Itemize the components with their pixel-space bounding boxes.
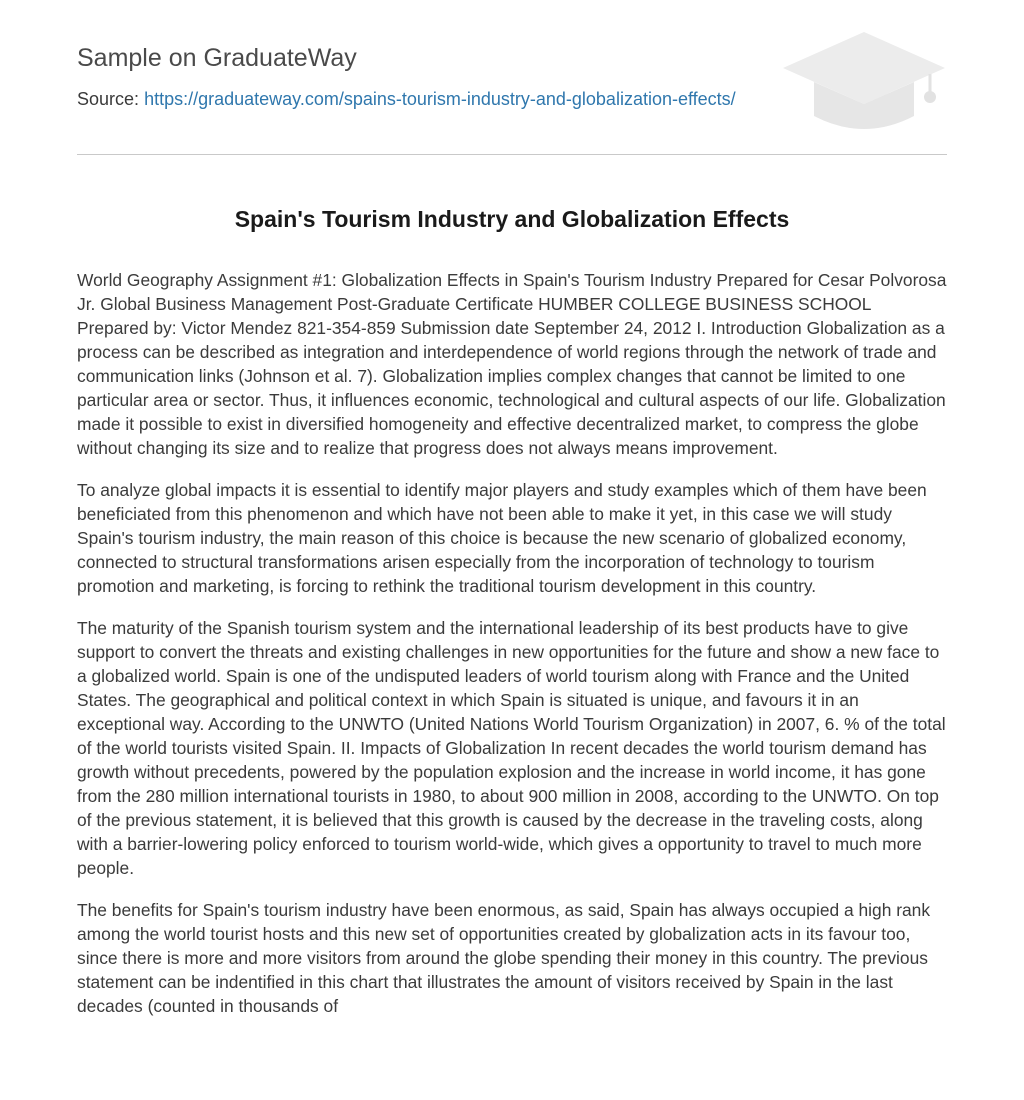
article-paragraph: The benefits for Spain's tourism industry have been enormous, as said, Spain has always occupied a high rank among the world tourist hosts and this new set of opportunities created by globalization acts in its favour too, since there is more and more visitors from around the globe spending their money in this country. The previous statement can be indentified in this chart that illustrates the amount of visitors received by Spain in the last decades (counted in thousands of xyxy=(77,900,931,1016)
brand-name: Sample on GraduateWay xyxy=(77,44,357,72)
source-label: Source: xyxy=(77,89,140,109)
article-paragraph: The maturity of the Spanish tourism system and the international leadership of its best products have to give support to convert the threats and existing challenges in new opportunities for the future and show a new face to a globalized world. Spain is one of the undisputed leaders of world tourism along with France and the United States. The geographical and political context in which Spain is situated is unique, and favours it in an exceptional way. According to the UNWTO (United Nations World Tourism Organization) in 2007, 6. % of the total of the world tourists visited Spain. II. Impacts of Globalization In recent decades the world tourism demand has growth without precedents, powered by the population explosion and the increase in world income, it has gone from the 280 million international tourists in 1980, to about 900 million in 2008, according to the UNWTO. On top of the previous statement, it is believed that this growth is caused by the decrease in the traveling costs, along with a barrier-lowering policy enforced to tourism world-wide, which gives a opportunity to travel to much more people. xyxy=(77,618,946,878)
article-title: Spain's Tourism Industry and Globalization Effects xyxy=(234,206,790,232)
article-body xyxy=(77,268,947,1036)
graduation-cap-icon xyxy=(781,30,947,134)
source-link[interactable]: https://graduateway.com/spains-tourism-industry-and-globalization-effects/ xyxy=(144,89,736,109)
article-paragraph: To analyze global impacts it is essential to identify major players and study examples which of them have been beneficiated from this phenomenon and which have not been able to make it yet, in this case we will study Spain's tourism industry, the main reason of this choice is because the new scenario of globalized economy, connected to structural transformations arisen especially from the incorporation of technology to tourism promotion and marketing, is forcing to rethink the traditional tourism development in this country. xyxy=(77,480,927,596)
article-paragraph: World Geography Assignment #1: Globalization Effects in Spain's Tourism Industry Prepared for Cesar Polvorosa Jr. Global Business Management Post-Graduate Certificate HUMBER COLLEGE BUSINESS SCHOOL Prepared by: Victor Mendez 821-354-859 Submission date September 24, 2012 I. Introduction Globalization as a process can be described as integration and interdependence of world regions through the network of trade and communication links (Johnson et al. 7). Globalization implies complex changes that cannot be limited to one particular area or sector. Thus, it influences economic, technological and cultural aspects of our life. Globalization made it possible to exist in diversified homogeneity and effective decentralized market, to compress the globe without changing its size and to realize that progress does not always means improvement. xyxy=(77,270,947,458)
page-header xyxy=(77,0,947,156)
header-divider xyxy=(77,154,947,155)
source-line xyxy=(77,89,736,110)
